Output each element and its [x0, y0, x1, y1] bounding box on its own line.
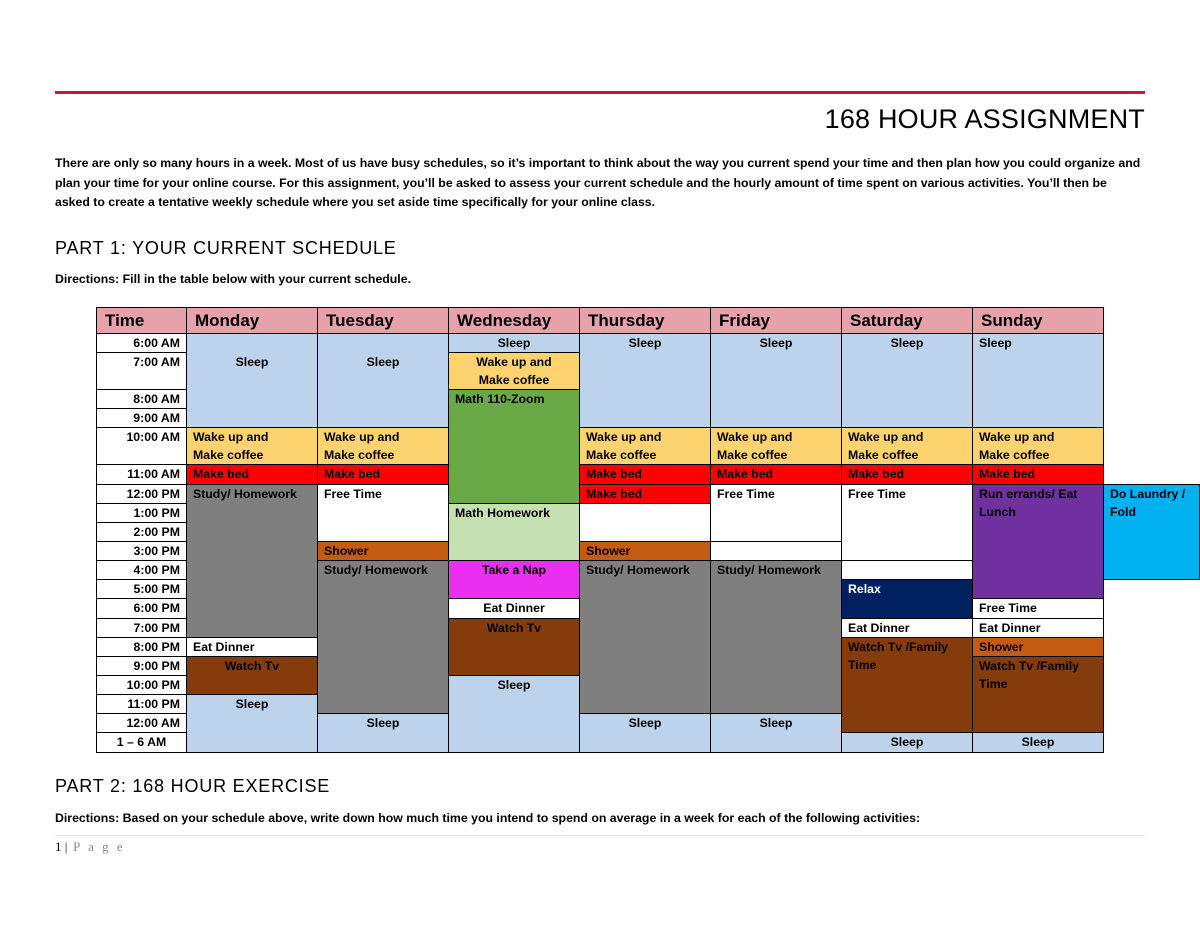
header-friday: Friday	[711, 308, 842, 334]
header-wednesday: Wednesday	[449, 308, 580, 334]
tuesday-free-time	[318, 484, 449, 541]
time-cell: 10:00 PM	[97, 675, 187, 694]
time-cell: 1:00 PM	[97, 503, 187, 522]
wednesday-nap	[449, 561, 580, 599]
tuesday-sleep-night	[318, 714, 449, 752]
wake-line2: Make coffee	[848, 448, 919, 463]
monday-study	[187, 484, 318, 637]
sunday-wake	[973, 428, 1104, 465]
saturday-watch-tv	[842, 637, 973, 733]
wednesday-eat-dinner: Eat Dinner	[449, 599, 580, 618]
tv-family-line2: Time	[848, 657, 877, 672]
thursday-wake	[580, 428, 711, 465]
wednesday-watch-tv	[449, 618, 580, 675]
study-label: Study/ Homework	[193, 486, 297, 501]
wednesday-wake	[449, 353, 580, 390]
wake-line1: Wake up and	[717, 430, 793, 445]
time-cell: 8:00 AM	[97, 390, 187, 409]
relax-label: Relax	[848, 582, 881, 597]
time-cell: 8:00 PM	[97, 637, 187, 656]
part2-directions: Directions: Based on your schedule above, write down how much time you intend to spend on average in a week for each of the following activities:	[55, 811, 921, 825]
math-zoom-label: Math 110-Zoom	[455, 392, 545, 407]
document-title	[825, 104, 1145, 135]
friday-study	[711, 561, 842, 714]
thursday-free-time	[711, 484, 842, 541]
tv-family-line1: Watch Tv /Family	[848, 639, 948, 654]
header-sunday: Sunday	[973, 308, 1104, 334]
time-cell: 1 – 6 AM	[97, 733, 187, 752]
sunday-sleep-night: Sleep	[973, 733, 1104, 752]
sunday-sleep-label: Sleep	[979, 336, 1012, 350]
time-cell: 12:00 AM	[97, 714, 187, 733]
time-cell: 9:00 AM	[97, 409, 187, 428]
time-cell: 10:00 AM	[97, 428, 187, 465]
wednesday-math-homework	[449, 503, 580, 560]
table-row	[97, 465, 1200, 484]
thursday-sleep-night	[580, 714, 711, 752]
sunday-shower: Shower	[973, 637, 1104, 656]
errands-line2: Lunch	[979, 504, 1016, 519]
sunday-make-bed: Make bed	[973, 465, 1104, 484]
header-monday: Monday	[187, 308, 318, 334]
sleep-label: Sleep	[235, 697, 269, 712]
title-text: 168 HOUR ASSIGNMENT	[824, 104, 1145, 134]
monday-sleep-night	[187, 695, 318, 752]
sunday-laundry	[1104, 484, 1200, 580]
header-thursday: Thursday	[580, 308, 711, 334]
wake-line2: Make coffee	[478, 373, 550, 388]
time-cell: 6:00 PM	[97, 599, 187, 618]
wake-line1: Wake up and	[324, 430, 400, 445]
time-cell: 12:00 PM	[97, 484, 187, 503]
wake-line2: Make coffee	[193, 448, 264, 463]
header-time: Time	[97, 308, 187, 334]
time-cell: 6:00 AM	[97, 334, 187, 353]
monday-wake	[187, 428, 318, 465]
tv-family-line2: Time	[979, 676, 1008, 691]
wake-line2: Make coffee	[586, 448, 657, 463]
nap-label: Take a Nap	[481, 563, 547, 578]
thursday-study	[580, 561, 711, 714]
header-tuesday: Tuesday	[318, 308, 449, 334]
friday-sleep	[711, 334, 842, 428]
tuesday-sleep-label: Sleep	[366, 355, 400, 369]
saturday-eat-dinner: Eat Dinner	[842, 618, 973, 637]
tuesday-sleep	[318, 334, 449, 428]
intro-paragraph: There are only so many hours in a week. Most of us have busy schedules, so it’s important to think about the way you current spend your time and then plan how you could organize and plan your time for your online course. For this assignment, you’ll be asked to assess your current schedule and the hourly amount of time spent on various activities. You’ll then be asked to create a tentative weekly schedule where you set aside time specifically for your online class.	[55, 156, 1141, 209]
sleep-label: Sleep	[628, 716, 662, 731]
saturday-free-time: Free Time	[973, 599, 1104, 618]
saturday-make-bed: Make bed	[842, 465, 973, 484]
sleep-label: Sleep	[366, 716, 400, 731]
friday-sleep-night	[711, 714, 842, 752]
friday-free-time	[842, 484, 973, 561]
wake-line1: Wake up and	[476, 355, 552, 370]
sunday-watch-tv	[973, 656, 1104, 733]
monday-sleep-label: Sleep	[235, 355, 269, 369]
time-cell: 9:00 PM	[97, 656, 187, 675]
sleep-label: Sleep	[497, 677, 531, 692]
thursday-sleep	[580, 334, 711, 428]
watch-tv-label: Watch Tv	[486, 620, 542, 635]
wake-line2: Make coffee	[717, 448, 788, 463]
saturday-errands	[973, 484, 1104, 599]
part1-heading: PART 1: YOUR CURRENT SCHEDULE	[55, 238, 397, 258]
saturday-sleep-night: Sleep	[842, 733, 973, 752]
table-row	[97, 484, 1200, 503]
study-label: Study/ Homework	[324, 563, 428, 578]
header-saturday: Saturday	[842, 308, 973, 334]
wednesday-sleep-night	[449, 675, 580, 752]
wake-line1: Wake up and	[193, 430, 269, 445]
wake-line1: Wake up and	[586, 430, 662, 445]
thursday-make-bed: Make bed	[580, 465, 711, 484]
schedule-table	[96, 307, 1200, 753]
tuesday-make-bed: Make bed	[318, 465, 449, 484]
tuesday-wake	[318, 428, 449, 465]
monday-eat-dinner: Eat Dinner	[187, 637, 318, 656]
time-cell: 2:00 PM	[97, 522, 187, 541]
wednesday-sleep: Sleep	[449, 334, 580, 353]
tuesday-study	[318, 561, 449, 714]
sunday-eat-dinner: Eat Dinner	[973, 618, 1104, 637]
wake-line1: Wake up and	[848, 430, 924, 445]
monday-sleep	[187, 334, 318, 428]
time-cell: 11:00 AM	[97, 465, 187, 484]
study-label: Study/ Homework	[586, 563, 690, 578]
saturday-wake	[842, 428, 973, 465]
saturday-sleep	[842, 334, 973, 428]
page-number: 1 |	[55, 839, 68, 854]
friday-make-bed: Make bed	[711, 465, 842, 484]
free-time-label: Free Time	[717, 486, 775, 501]
table-row	[97, 334, 1200, 353]
table-row	[97, 428, 1200, 465]
sunday-sleep	[973, 334, 1104, 428]
wake-line2: Make coffee	[324, 448, 395, 463]
wednesday-math-zoom	[449, 390, 580, 504]
free-time-label: Free Time	[848, 486, 906, 501]
time-cell: 7:00 PM	[97, 618, 187, 637]
time-cell: 5:00 PM	[97, 580, 187, 599]
page-label: P a g e	[67, 839, 126, 854]
wake-line2: Make coffee	[979, 448, 1050, 463]
watch-tv-label: Watch Tv	[224, 658, 280, 673]
wednesday-make-bed: Make bed	[580, 484, 711, 503]
footer-rule	[55, 835, 1145, 836]
time-cell: 11:00 PM	[97, 695, 187, 714]
sunday-relax	[842, 580, 973, 618]
header-row	[97, 308, 1200, 334]
sleep-label: Sleep	[759, 716, 793, 731]
tuesday-shower: Shower	[318, 541, 449, 560]
header-rule	[55, 91, 1145, 94]
thursday-shower: Shower	[580, 541, 711, 560]
math-homework-label: Math Homework	[455, 505, 550, 520]
study-label: Study/ Homework	[717, 563, 821, 578]
friday-sleep-label: Sleep	[759, 336, 793, 350]
part1-directions: Directions: Fill in the table below with your current schedule.	[55, 272, 411, 286]
laundry-label: Do Laundry / Fold	[1110, 486, 1186, 519]
part2-heading: PART 2: 168 HOUR EXERCISE	[55, 776, 331, 796]
time-cell: 7:00 AM	[97, 353, 187, 390]
monday-watch-tv	[187, 656, 318, 694]
saturday-sleep-label: Sleep	[890, 336, 924, 350]
free-time-label: Free Time	[324, 486, 382, 501]
time-cell: 3:00 PM	[97, 541, 187, 560]
monday-make-bed: Make bed	[187, 465, 318, 484]
page-footer	[55, 839, 125, 855]
time-cell: 4:00 PM	[97, 561, 187, 580]
wake-line1: Wake up and	[979, 430, 1055, 445]
friday-wake	[711, 428, 842, 465]
tv-family-line1: Watch Tv /Family	[979, 658, 1079, 673]
errands-line1: Run errands/ Eat	[979, 486, 1078, 501]
thursday-sleep-label: Sleep	[628, 336, 662, 350]
